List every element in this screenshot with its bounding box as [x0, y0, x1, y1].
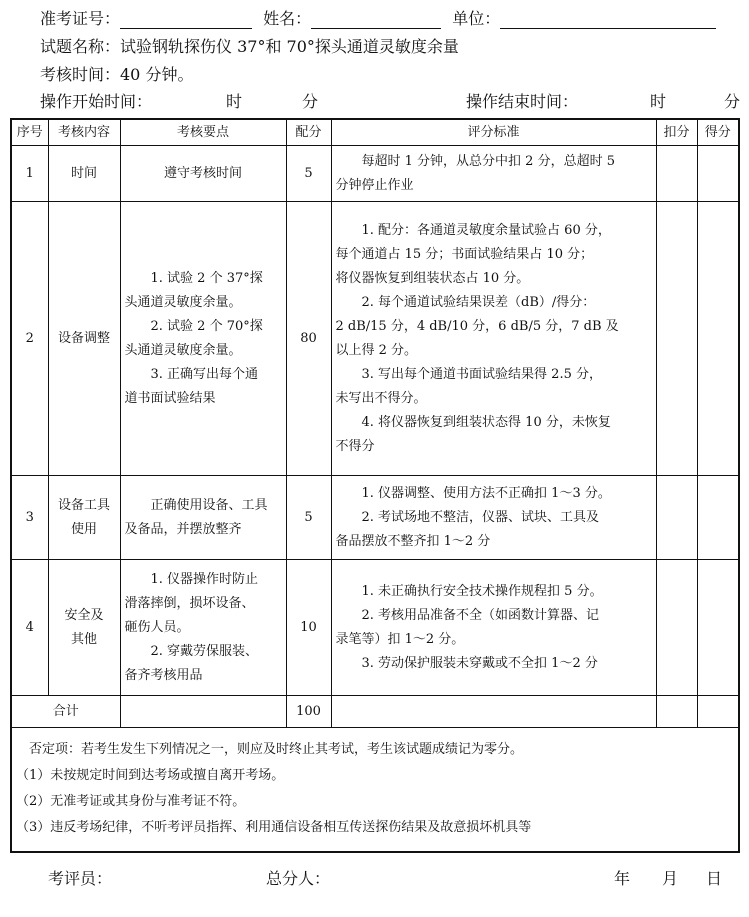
assessment-points [120, 202, 286, 476]
point-line: 及备品，并摆放整齐 [124, 521, 242, 537]
criteria-line: 2. 考试场地不整洁，仪器、试块、工具及 [361, 509, 600, 525]
table-row [11, 202, 739, 476]
end-hour-label: 时 [650, 92, 667, 111]
criteria-line: 1. 未正确执行安全技术操作规程扣 5 分。 [361, 583, 603, 599]
scoring-criteria [331, 146, 656, 202]
scorer-label: 总分人： [266, 869, 331, 888]
point-line: 备齐考核用品 [124, 667, 203, 683]
month-label: 月 [662, 869, 679, 888]
point-line: 砸伤人员。 [124, 619, 190, 635]
end-minute-label: 分 [724, 92, 741, 111]
point-line: 头通道灵敏度余量。 [124, 294, 242, 310]
note-line: （2）无准考证或其身份与准考证不符。 [16, 794, 246, 810]
unit-blank [500, 12, 716, 29]
row-number: 1 [11, 146, 48, 202]
criteria-line: 未写出不得分。 [335, 390, 427, 406]
examiner-label: 考评员： [48, 869, 113, 888]
criteria-line: 以上得 2 分。 [335, 342, 418, 358]
assessment-table [10, 118, 740, 853]
point-line: 正确使用设备、工具 [150, 497, 268, 513]
point-line: 2. 穿戴劳保服装、 [150, 643, 259, 659]
header-cell: 扣分 [656, 119, 697, 146]
criteria-line: 不得分 [335, 438, 375, 454]
criteria-line: 每个通道占 15 分；书面试验结果占 10 分； [335, 246, 594, 262]
exam-duration: 考核时间：40 分钟。 [40, 65, 194, 84]
point-line: 2. 试验 2 个 70°探 [150, 318, 263, 334]
exam-id-label: 准考证号： [40, 9, 121, 28]
criteria-line: 2. 每个通道试验结果误差（dB）/得分： [361, 294, 596, 310]
criteria-line: 录笔等）扣 1～2 分。 [335, 631, 465, 647]
obtained-score-cell [697, 476, 739, 560]
deduction-cell [656, 202, 697, 476]
assessment-points [120, 476, 286, 560]
total-row [11, 696, 739, 728]
year-label: 年 [614, 869, 631, 888]
row-number: 2 [11, 202, 48, 476]
total-points-cell [120, 696, 286, 728]
start-hour-label: 时 [226, 92, 243, 111]
start-minute-label: 分 [302, 92, 319, 111]
score-allocation: 80 [286, 202, 331, 476]
criteria-line: 2 dB/15 分，4 dB/10 分，6 dB/5 分，7 dB 及 [335, 318, 619, 334]
deduction-cell [656, 560, 697, 696]
name-blank [311, 12, 441, 29]
total-criteria-cell [331, 696, 656, 728]
header-cell: 评分标准 [331, 119, 656, 146]
exam-title: 试题名称：试验钢轨探伤仪 37°和 70°探头通道灵敏度余量 [40, 37, 459, 56]
total-label: 合计 [11, 696, 120, 728]
criteria-line: 将仪器恢复到组装状态占 10 分。 [335, 270, 530, 286]
operation-time-row [40, 89, 740, 112]
note-line: （3）违反考场纪律，不听考评员指挥、利用通信设备相互传送探伤结果及故意损坏机具等 [16, 820, 532, 836]
header-cell: 考核要点 [120, 119, 286, 146]
point-line: 头通道灵敏度余量。 [124, 342, 242, 358]
assessment-content: 设备工具使用 [48, 476, 120, 560]
note-line: （1）未按规定时间到达考场或擅自离开考场。 [16, 768, 285, 784]
score-allocation: 5 [286, 476, 331, 560]
header-cell: 配分 [286, 119, 331, 146]
header-cell: 序号 [11, 119, 48, 146]
obtained-score-cell [697, 202, 739, 476]
table-row [11, 146, 739, 202]
point-line: 道书面试验结果 [124, 390, 216, 406]
veto-notes-row [11, 728, 739, 852]
scoring-criteria [331, 202, 656, 476]
point-line: 3. 正确写出每个通 [150, 366, 259, 382]
point-line: 1. 仪器操作时防止 [150, 571, 259, 587]
criteria-line: 4. 将仪器恢复到组装状态得 10 分，未恢复 [361, 414, 611, 430]
criteria-line: 3. 写出每个通道书面试验结果得 2.5 分， [361, 366, 602, 382]
table-row [11, 560, 739, 696]
table-row [11, 476, 739, 560]
scoring-criteria [331, 476, 656, 560]
criteria-line: 分钟停止作业 [335, 177, 414, 193]
total-deduction-cell [656, 696, 697, 728]
name-label: 姓名： [263, 9, 312, 28]
obtained-score-cell [697, 146, 739, 202]
start-time-label: 操作开始时间： [40, 92, 153, 111]
veto-notes [11, 728, 739, 852]
score-allocation: 5 [286, 146, 331, 202]
assessment-content: 安全及其他 [48, 560, 120, 696]
header-cell: 考核内容 [48, 119, 120, 146]
obtained-score-cell [697, 560, 739, 696]
row-number: 4 [11, 560, 48, 696]
criteria-line: 1. 配分：各通道灵敏度余量试验占 60 分， [361, 222, 611, 238]
exam-id-blank [120, 12, 252, 29]
header-info-row [40, 6, 716, 29]
criteria-line: 1. 仪器调整、使用方法不正确扣 1～3 分。 [361, 485, 611, 501]
end-time-label: 操作结束时间： [466, 92, 579, 111]
deduction-cell [656, 476, 697, 560]
assessment-content: 时间 [48, 146, 120, 202]
unit-label: 单位： [452, 9, 501, 28]
assessment-content: 设备调整 [48, 202, 120, 476]
criteria-line: 3. 劳动保护服装未穿戴或不全扣 1～2 分 [361, 655, 598, 671]
day-label: 日 [706, 869, 723, 888]
assessment-points [120, 560, 286, 696]
scoring-criteria [331, 560, 656, 696]
assessment-points: 遵守考核时间 [120, 146, 286, 202]
point-line: 滑落摔倒，损坏设备、 [124, 595, 255, 611]
criteria-line: 2. 考核用品准备不全（如函数计算器、记 [361, 607, 600, 623]
total-obtained-cell [697, 696, 739, 728]
header-cell: 得分 [697, 119, 739, 146]
criteria-line: 每超时 1 分钟，从总分中扣 2 分，总超时 5 [361, 153, 615, 169]
note-line: 否定项：若考生发生下列情况之一，则应及时终止其考试，考生该试题成绩记为零分。 [29, 742, 524, 758]
score-allocation: 10 [286, 560, 331, 696]
total-score: 100 [286, 696, 331, 728]
criteria-line: 备品摆放不整齐扣 1～2 分 [335, 533, 491, 549]
point-line: 1. 试验 2 个 37°探 [150, 270, 263, 286]
row-number: 3 [11, 476, 48, 560]
table-header-row [11, 119, 739, 146]
deduction-cell [656, 146, 697, 202]
